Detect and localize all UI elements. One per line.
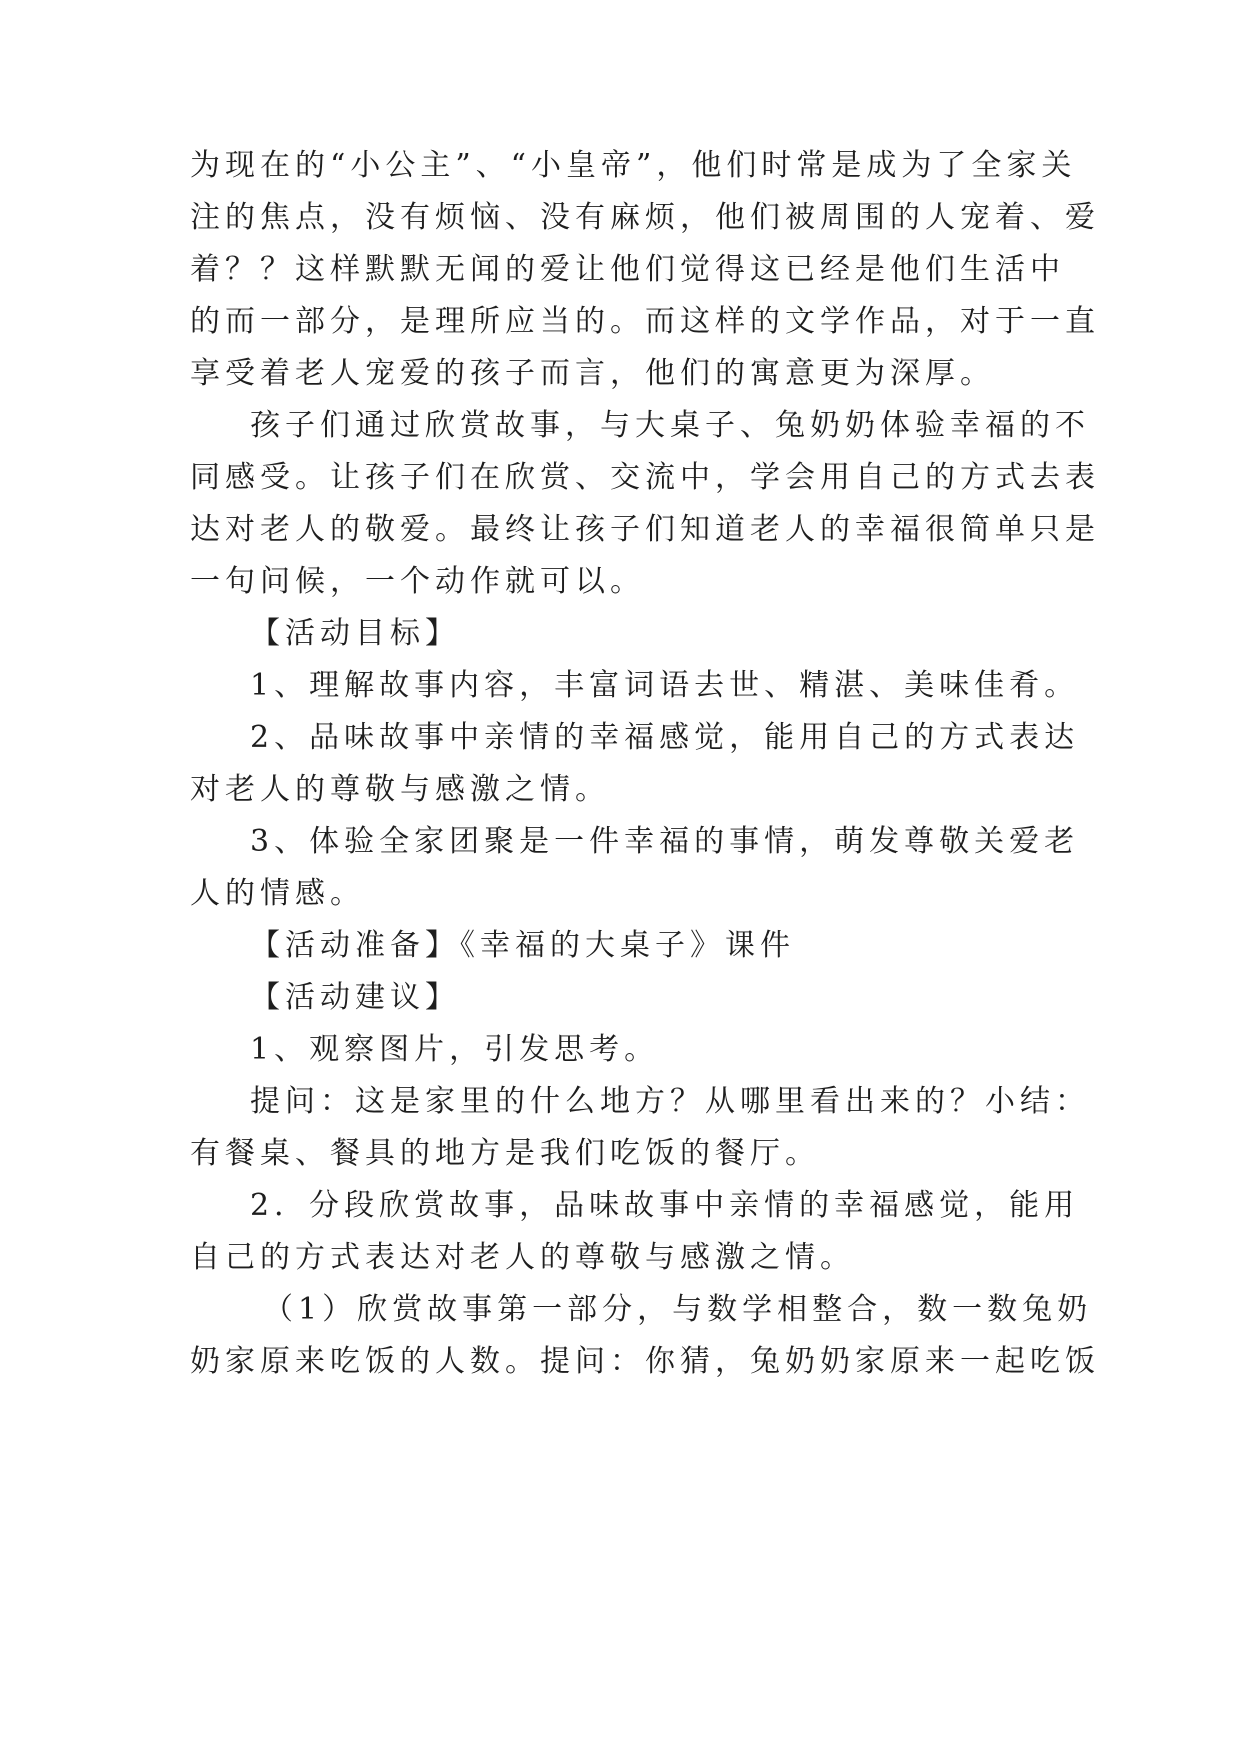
text-line: 自己的方式表达对老人的尊敬与感激之情。: [190, 1240, 855, 1275]
text-line: 1、观察图片，引发思考。: [250, 1032, 660, 1067]
text-line: 2．分段欣赏故事，品味故事中亲情的幸福感觉，能用: [250, 1188, 1080, 1223]
text-line: 注的焦点，没有烦恼、没有麻烦，他们被周围的人宠着、爱: [190, 200, 1100, 235]
text-line: 的而一部分，是理所应当的。而这样的文学作品，对于一直: [190, 304, 1100, 339]
section-heading: 【活动建议】: [250, 980, 460, 1015]
text-line: 孩子们通过欣赏故事，与大桌子、兔奶奶体验幸福的不: [250, 408, 1090, 443]
text-line: 为现在的“小公主”、“小皇帝”，他们时常是成为了全家关: [190, 148, 1077, 183]
text-line: 1、理解故事内容，丰富词语去世、精湛、美味佳肴。: [250, 668, 1080, 703]
text-line: 对老人的尊敬与感激之情。: [190, 772, 610, 807]
section-heading: 【活动目标】: [250, 616, 460, 651]
text-line: 3、体验全家团聚是一件幸福的事情，萌发尊敬关爱老: [250, 824, 1080, 859]
text-line: 提问：这是家里的什么地方？从哪里看出来的？小结：: [250, 1084, 1090, 1119]
text-line: 人的情感。: [190, 876, 365, 911]
text-line: 有餐桌、餐具的地方是我们吃饭的餐厅。: [190, 1136, 820, 1171]
text-line: 达对老人的敬爱。最终让孩子们知道老人的幸福很简单只是: [190, 512, 1100, 547]
text-line: 着？？这样默默无闻的爱让他们觉得这已经是他们生活中: [190, 252, 1065, 287]
text-line: 享受着老人宠爱的孩子而言，他们的寓意更为深厚。: [190, 356, 995, 391]
section-heading: 【活动准备】《幸福的大桌子》课件: [250, 928, 795, 963]
text-line: 2、品味故事中亲情的幸福感觉，能用自己的方式表达: [250, 720, 1080, 755]
text-line: 同感受。让孩子们在欣赏、交流中，学会用自己的方式去表: [190, 460, 1100, 495]
text-line: 一句问候，一个动作就可以。: [190, 564, 645, 599]
text-line: （1）欣赏故事第一部分，与数学相整合，数一数兔奶: [263, 1292, 1093, 1327]
text-line: 奶家原来吃饭的人数。提问：你猜，兔奶奶家原来一起吃饭: [190, 1344, 1100, 1379]
